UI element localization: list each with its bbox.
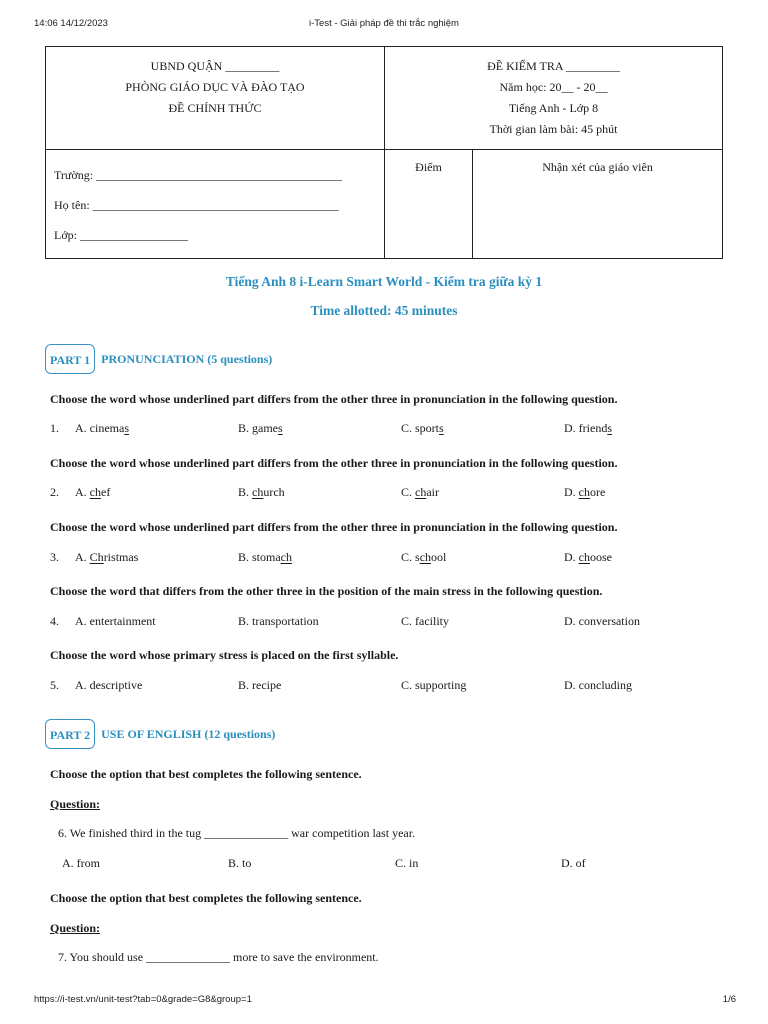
q1-option-a[interactable]: A. cinemas [75, 421, 129, 435]
q3-option-c[interactable]: C. school [401, 550, 447, 564]
q6-option-b[interactable]: B. to [228, 856, 252, 870]
print-page-title: i-Test - Giải pháp đề thi trắc nghiệm [309, 18, 459, 29]
q4-option-a[interactable]: A. entertainment [75, 614, 156, 628]
q2-option-b[interactable]: B. church [238, 485, 285, 499]
q2-number: 2. [50, 485, 59, 499]
part1-badge: PART 1 [45, 344, 95, 374]
q2-option-a[interactable]: A. chef [75, 485, 111, 499]
q5-number: 5. [50, 678, 59, 692]
score-label: Điểm [415, 160, 442, 174]
department-line: PHÒNG GIÁO DỤC VÀ ĐÀO TẠO [125, 80, 305, 94]
time-allotted: Time allotted: 45 minutes [310, 303, 458, 318]
subject-line: Tiếng Anh - Lớp 8 [508, 101, 599, 115]
q6-option-d[interactable]: D. of [561, 856, 586, 870]
q5-option-a[interactable]: A. descriptive [75, 678, 143, 692]
q6-options [62, 856, 722, 872]
print-header [0, 18, 768, 32]
underlined-part: ch [252, 485, 264, 499]
underlined-part: ch [280, 550, 292, 564]
q1-option-c[interactable]: C. sports [401, 421, 444, 435]
official-line: ĐỀ CHÍNH THỨC [168, 101, 262, 115]
teacher-comment-cell [473, 150, 723, 259]
q4-instruction: Choose the word that differs from the other three in the position of the main stress in the following question. [50, 584, 603, 598]
q4-number: 4. [50, 614, 59, 628]
underlined-part: s [124, 421, 129, 435]
q5-option-d[interactable]: D. concluding [564, 678, 632, 692]
q5-instruction: Choose the word whose primary stress is placed on the first syllable. [50, 648, 399, 662]
exam-header-table [45, 46, 723, 259]
print-page-number: 1/6 [722, 994, 736, 1005]
teacher-comment-label: Nhận xét của giáo viên [542, 160, 653, 174]
part2-heading [45, 719, 275, 749]
q5-option-b[interactable]: B. recipe [238, 678, 282, 692]
q7-stem: 7. You should use ______________ more to save the environment. [58, 950, 379, 964]
q3-instruction: Choose the word whose underlined part differs from the other three in pronunciation in the following question. [50, 520, 618, 534]
exam-title: Tiếng Anh 8 i-Learn Smart World - Kiểm tra giữa kỳ 1 [225, 274, 543, 289]
q3-options [50, 550, 730, 566]
underlined-part: Ch [89, 550, 104, 564]
school-year-line: Năm học: 20__ - 20__ [499, 80, 608, 94]
q4-options [50, 614, 730, 630]
exam-info-cell [385, 47, 723, 150]
q6-label: Question: [50, 797, 101, 811]
q1-number: 1. [50, 421, 59, 435]
q6-instruction: Choose the option that best completes the following sentence. [50, 767, 362, 781]
q1-option-b[interactable]: B. games [238, 421, 283, 435]
q2-option-c[interactable]: C. chair [401, 485, 439, 499]
student-fields-cell [46, 150, 385, 259]
q4-option-b[interactable]: B. transportation [238, 614, 319, 628]
q2-options [50, 485, 730, 501]
part2-title: USE OF ENGLISH (12 questions) [101, 726, 276, 741]
underlined-part: s [607, 421, 612, 435]
print-datetime: 14:06 14/12/2023 [34, 18, 108, 29]
print-footer [0, 994, 768, 1008]
q4-option-d[interactable]: D. conversation [564, 614, 640, 628]
district-line: UBND QUẬN _________ [150, 59, 280, 73]
q5-option-c[interactable]: C. supporting [401, 678, 467, 692]
part1-heading [45, 344, 272, 374]
q3-option-b[interactable]: B. stomach [238, 550, 292, 564]
print-url[interactable]: https://i-test.vn/unit-test?tab=0&grade=G8&group=1 [34, 994, 252, 1005]
underlined-part: ch [415, 485, 427, 499]
q3-option-a[interactable]: A. Christmas [75, 550, 139, 564]
q7-label: Question: [50, 921, 101, 935]
underlined-part: ch [419, 550, 432, 564]
part2-badge: PART 2 [45, 719, 95, 749]
school-info-cell [46, 47, 385, 150]
underlined-part: s [278, 421, 283, 435]
q3-option-d[interactable]: D. choose [564, 550, 612, 564]
part1-title: PRONUNCIATION (5 questions) [101, 351, 273, 366]
score-cell [385, 150, 473, 259]
duration-line: Thời gian làm bài: 45 phút [489, 122, 618, 136]
school-field: Trường: _________________________________________ [54, 168, 343, 182]
underlined-part: ch [578, 550, 590, 564]
exam-title-line: ĐỀ KIỂM TRA _________ [487, 59, 620, 73]
q2-option-d[interactable]: D. chore [564, 485, 606, 499]
q1-instruction: Choose the word whose underlined part differs from the other three in pronunciation in the following question. [50, 392, 618, 406]
name-field: Họ tên: _________________________________________ [54, 198, 339, 212]
q1-options [50, 421, 730, 437]
q4-option-c[interactable]: C. facility [401, 614, 449, 628]
q6-option-c[interactable]: C. in [395, 856, 419, 870]
underlined-part: ch [578, 485, 590, 499]
q7-instruction: Choose the option that best completes the following sentence. [50, 891, 362, 905]
q3-number: 3. [50, 550, 59, 564]
underlined-part: ch [89, 485, 101, 499]
q2-instruction: Choose the word whose underlined part differs from the other three in pronunciation in the following question. [50, 456, 618, 470]
underlined-part: s [439, 421, 444, 435]
q1-option-d[interactable]: D. friends [564, 421, 612, 435]
class-field: Lớp: __________________ [54, 228, 189, 242]
q5-options [50, 678, 730, 694]
q6-option-a[interactable]: A. from [62, 856, 100, 870]
q6-stem: 6. We finished third in the tug ______________ war competition last year. [58, 826, 416, 840]
